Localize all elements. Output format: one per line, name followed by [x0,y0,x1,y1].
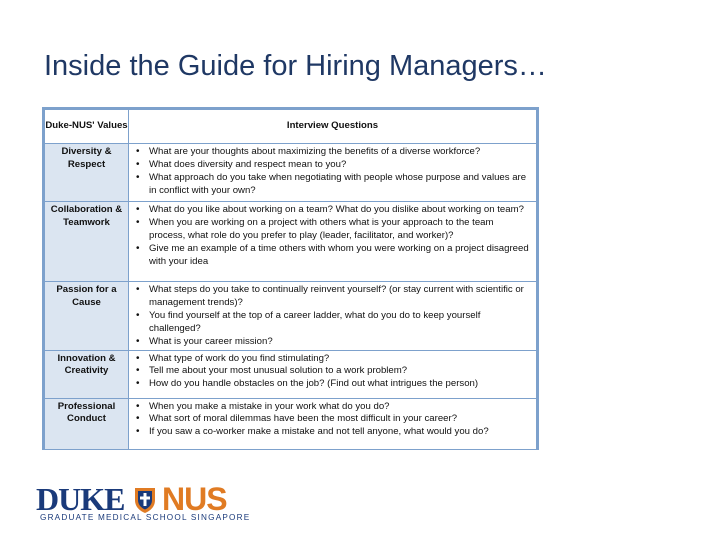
slide-title: Inside the Guide for Hiring Managers… [44,50,547,82]
table-row [45,202,537,282]
question-item: • If you saw a co-worker make a mistake and not tell anyone, what would you do? [149,426,532,439]
value-cell: Diversity & Respect [45,144,129,202]
table-row [45,144,537,202]
questions-cell [129,398,537,449]
question-item: • What are your thoughts about maximizing the benefits of a diverse workforce? [149,146,532,159]
question-item: • How do you handle obstacles on the job? (Find out what intrigues the person) [149,378,532,391]
value-cell: Innovation & Creativity [45,350,129,398]
questions-cell [129,350,537,398]
logo-subtitle: GRADUATE MEDICAL SCHOOL SINGAPORE [40,513,251,522]
question-item: • What approach do you take when negotiating with people whose purpose and values are in conflict with your own? [149,172,532,198]
question-item: • When you make a mistake in your work what do you do? [149,401,532,414]
table-row [45,282,537,351]
question-item: • What do you like about working on a team? What do you dislike about working on team? [149,204,532,217]
questions-cell [129,144,537,202]
duke-nus-logo [36,481,251,524]
question-item: • What steps do you take to continually reinvent yourself? (or stay current with scientific or management trends)? [149,284,532,310]
question-item: • What sort of moral dilemmas have been the most difficult in your career? [149,413,532,426]
question-item: • What type of work do you find stimulating? [149,353,532,366]
table-row [45,350,537,398]
shield-icon [133,486,157,514]
value-cell: Professional Conduct [45,398,129,449]
value-cell: Passion for a Cause [45,282,129,351]
question-item: • Tell me about your most unusual solution to a work problem? [149,365,532,378]
logo-duke-text: DUKE [36,481,125,517]
question-item: • What is your career mission? [149,336,532,349]
question-item: • Give me an example of a time others with whom you were working on a project disagreed with your idea [149,243,532,269]
questions-column-header: Interview Questions [129,110,537,144]
logo-nus-text: NUS [162,481,227,517]
values-column-header: Duke-NUS' Values [45,110,129,144]
questions-cell [129,202,537,282]
question-item: • What does diversity and respect mean to you? [149,159,532,172]
value-cell: Collaboration & Teamwork [45,202,129,282]
question-item: • When you are working on a project with others what is your approach to the team process, what role do you prefer to play (leader, facilitator, and worker)? [149,217,532,243]
questions-cell [129,282,537,351]
question-item: • You find yourself at the top of a career ladder, what do you do to keep yourself challenged? [149,310,532,336]
table-row [45,398,537,449]
interview-questions-table [42,107,539,450]
